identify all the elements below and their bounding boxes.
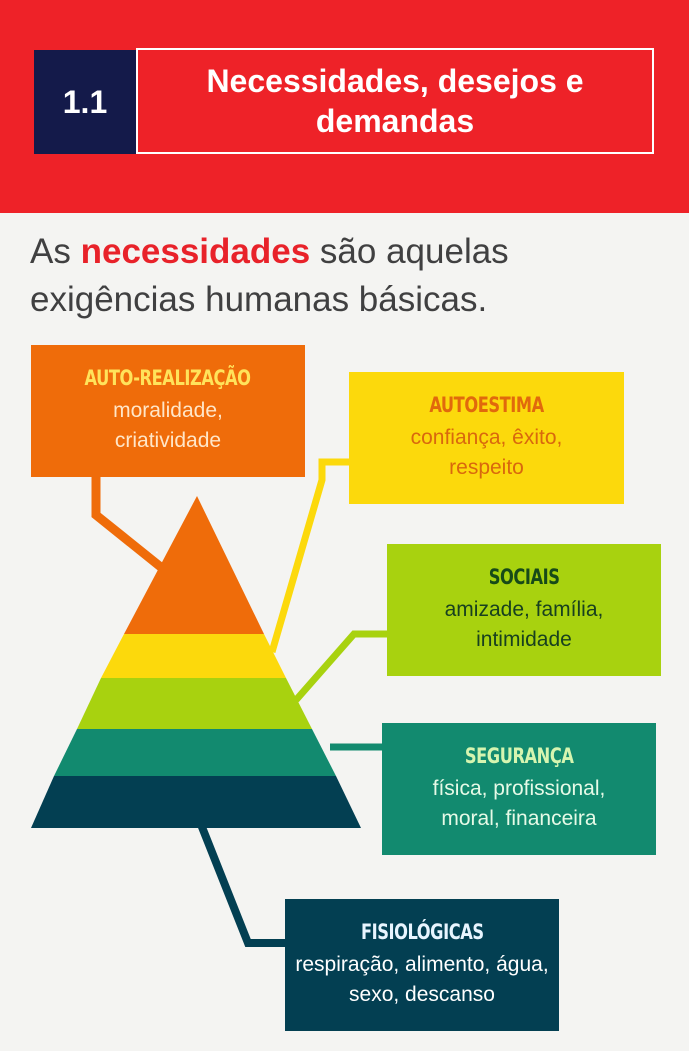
level-label: SEGURANÇA <box>464 744 574 768</box>
level-box-autoestima <box>349 372 624 504</box>
intro-suffix: são aquelas exigências humanas básicas. <box>30 232 509 319</box>
level-description: física, profissional, moral, financeira <box>432 777 606 830</box>
pyramid-layer-fisiologicas <box>31 776 361 828</box>
level-description: confiança, êxito, respeito <box>410 426 563 479</box>
level-box-sociais <box>387 544 661 676</box>
level-description: amizade, família, intimidade <box>444 598 604 651</box>
level-box-seguranca <box>382 723 656 855</box>
level-box-fisiologicas <box>285 899 559 1031</box>
connector-fisiologicas <box>200 822 290 943</box>
section-title: Necessidades, desejos e demandas <box>136 48 654 154</box>
level-label: SOCIAIS <box>488 565 560 589</box>
level-description: respiração, alimento, água, sexo, descanso <box>295 953 549 1006</box>
pyramid-layer-autoestima <box>101 634 286 678</box>
pyramid-layer-sociais <box>77 678 312 729</box>
pyramid-layer-auto-realizacao <box>124 496 264 634</box>
level-box-auto-realizacao <box>31 345 305 477</box>
connector-autoestima <box>272 462 350 652</box>
level-label: FISIOLÓGICAS <box>360 920 484 944</box>
pyramid-layer-seguranca <box>54 729 336 776</box>
intro-highlight: necessidades <box>80 232 311 271</box>
level-label: AUTOESTIMA <box>429 393 544 417</box>
connector-auto-realizacao <box>96 470 162 568</box>
intro-prefix: As <box>30 232 71 271</box>
level-label: AUTO-REALIZAÇÃO <box>84 366 251 390</box>
level-description: moralidade, criatividade <box>113 399 223 452</box>
connector-sociais <box>296 634 390 700</box>
section-number: 1.1 <box>34 50 136 154</box>
